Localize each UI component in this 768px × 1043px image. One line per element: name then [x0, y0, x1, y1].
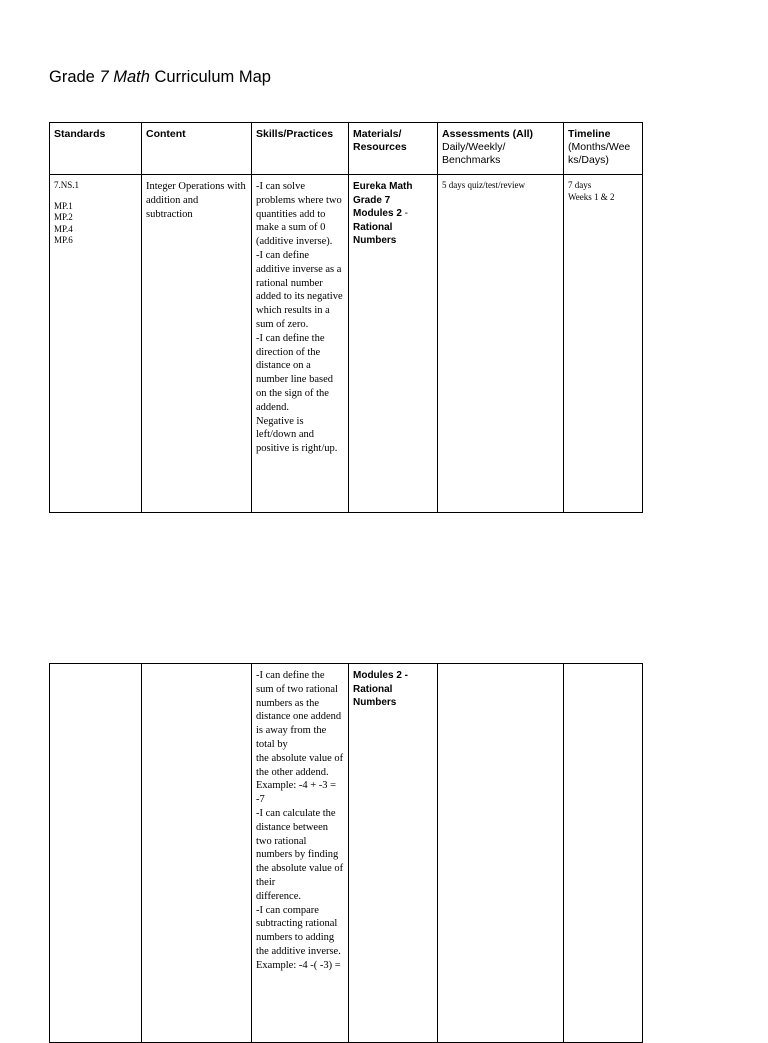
practice-standard: MP.6: [54, 235, 73, 245]
skills-cell: [252, 175, 349, 513]
materials-cell: Eureka Math Grade 7 Modules 2 - Rational Numbers: [349, 175, 438, 513]
title-subject: 7 Math: [99, 68, 150, 86]
table-row: [50, 175, 643, 513]
header-assessments: Assessments (All) Daily/Weekly/ Benchmarks: [438, 123, 564, 175]
header-standards: Standards: [50, 123, 142, 175]
assessments-cell: 5 days quiz/test/review: [438, 175, 564, 513]
timeline-cell: 7 days Weeks 1 & 2: [564, 175, 643, 513]
standard-code: 7.NS.1: [54, 180, 80, 190]
skill-item: the absolute value of the other addend. Example: -4 + -3 = -7: [256, 752, 344, 806]
page-title: [49, 68, 271, 87]
header-skills: Skills/Practices: [252, 123, 349, 175]
practice-standard: MP.1: [54, 200, 73, 211]
content-cell: [142, 664, 252, 1043]
standards-cell: [50, 175, 142, 513]
practice-standard: MP.4: [54, 223, 73, 234]
timeline-cell: [564, 664, 643, 1043]
skill-item: Negative is left/down and positive is right/up.: [256, 415, 338, 455]
curriculum-table-continued: [49, 663, 643, 1043]
practice-standard: MP.2: [54, 212, 73, 222]
header-materials: Materials/ Resources: [349, 123, 438, 175]
skill-item: -I can solve problems where two quantities add to make a sum of 0 (additive inverse).: [256, 181, 342, 248]
skill-item: difference.: [256, 890, 301, 902]
skill-item: -I can compare subtracting rational numbers to adding the additive inverse. Example: -4 -( -3) =: [256, 904, 341, 971]
content-cell: Integer Operations with addition and subtraction: [142, 175, 252, 513]
header-row: [50, 123, 643, 175]
standards-cell: [50, 664, 142, 1043]
curriculum-table: [49, 122, 643, 513]
skill-item: -I can define the sum of two rational numbers as the distance one addend is away from the total by: [256, 670, 342, 750]
table-row: [50, 664, 643, 1043]
skill-item: -I can define the direction of the distance on a number line based on the sign of the addend.: [256, 332, 333, 413]
header-content: Content: [142, 123, 252, 175]
skills-cell: [252, 664, 349, 1043]
skill-item: -I can calculate the distance between two rational numbers by finding the absolute value of their: [256, 807, 344, 888]
assessments-cell: [438, 664, 564, 1043]
header-timeline: Timeline (Months/Wee ks/Days): [564, 123, 643, 175]
skill-item: -I can define additive inverse as a rational number added to its negative which results in a sum of zero.: [256, 249, 343, 330]
title-rest: Curriculum Map: [149, 68, 271, 86]
materials-cell: Modules 2 - Rational Numbers: [349, 664, 438, 1043]
title-grade: Grade: [49, 68, 100, 86]
